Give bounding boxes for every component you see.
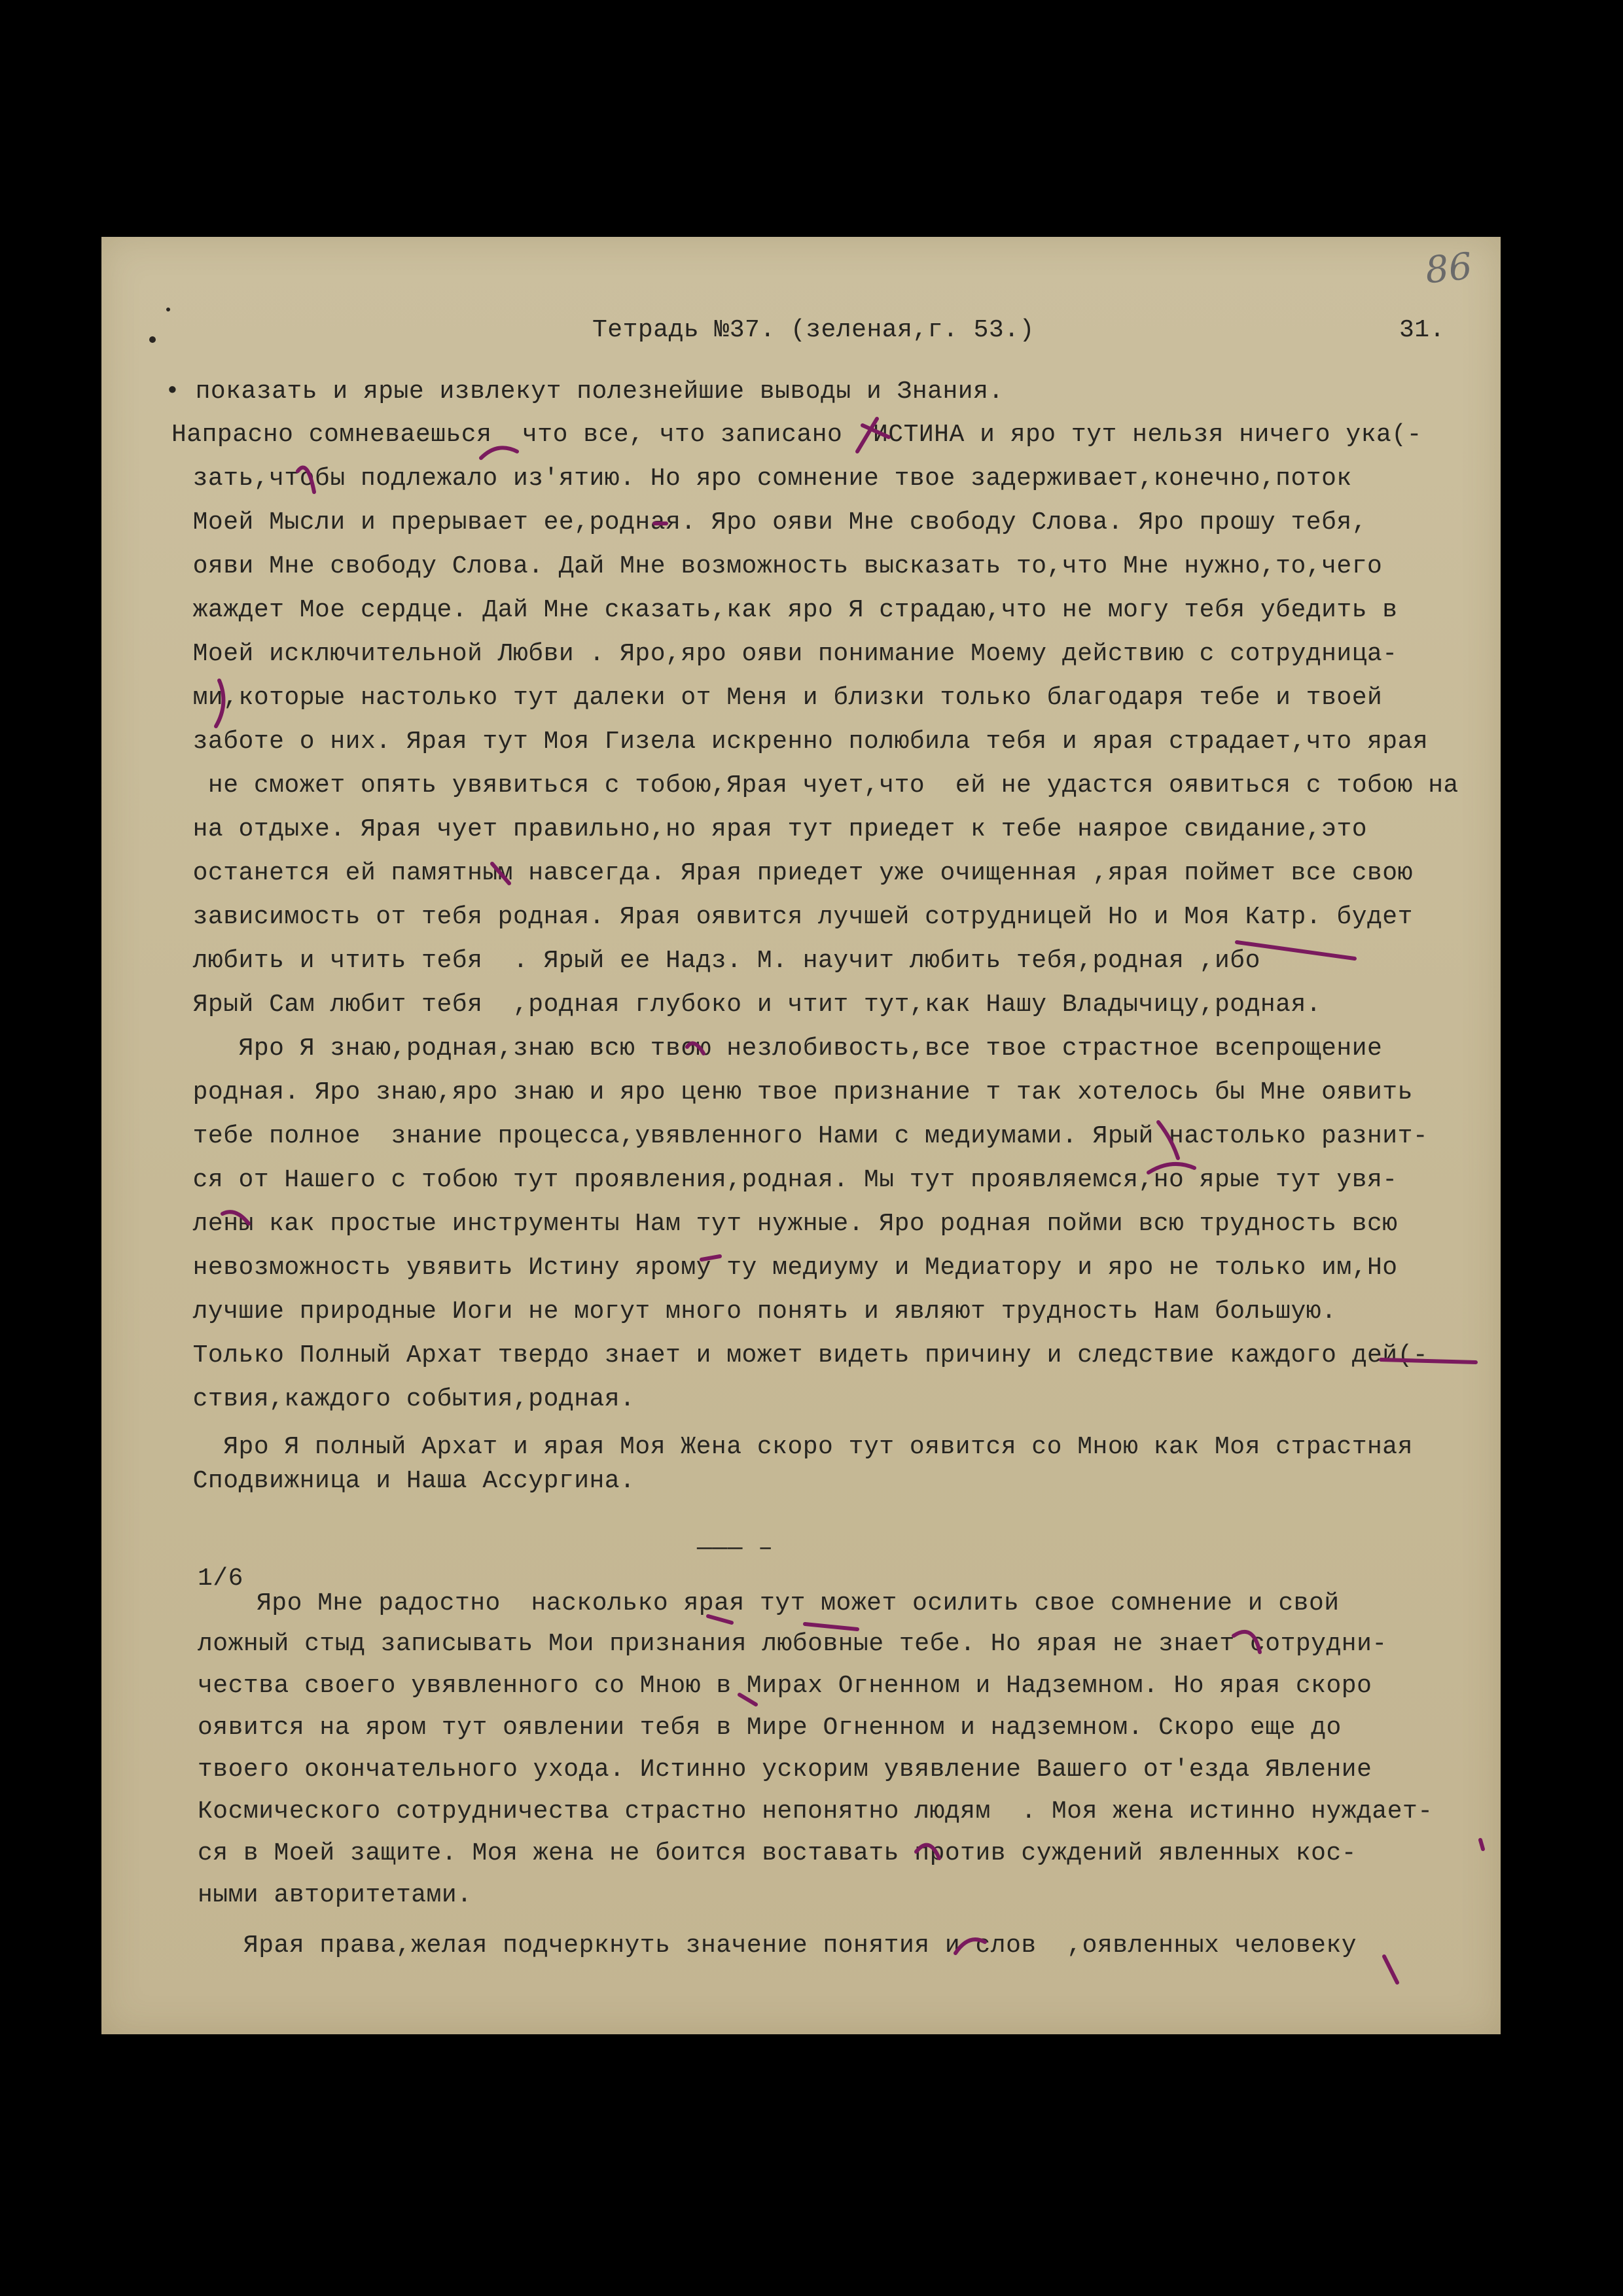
- text-line: ствия,каждого события,родная.: [162, 1385, 635, 1413]
- text-line: ся в Моей защите. Моя жена не боится воставать против суждений явленных кос-: [198, 1839, 1357, 1867]
- text-line: твоего окончательного ухода. Истинно ускорим увявление Вашего от'езда Явление: [198, 1756, 1372, 1784]
- text-line: оявится на яром тут оявлении тебя в Мире Огненном и надземном. Скоро еще до: [198, 1714, 1342, 1742]
- text-line: останется ей памятным навсегда. Ярая приедет уже очищенная ,ярая поймет все свою: [162, 859, 1413, 887]
- text-line: тебе полное знание процесса,увявленного Нами с медиумами. Ярый настолько разнит-: [162, 1122, 1429, 1150]
- text-line: ми,которые настолько тут далеки от Меня и близки только благодаря тебе и твоей: [162, 684, 1383, 712]
- page-title: Тетрадь №37. (зеленая,г. 53.): [592, 316, 1035, 344]
- text-line: родная. Яро знаю,яро знаю и яро ценю твое признание т так хотелось бы Мне оявить: [162, 1078, 1413, 1106]
- text-line: лены как простые инструменты Нам тут нужные. Яро родная пойми всю трудность всю: [162, 1210, 1398, 1238]
- text-line: на отдыхе. Ярая чует правильно,но ярая тут приедет к тебе наярое свидание,это: [162, 815, 1367, 843]
- text-line: зать,чтобы подлежало из'ятию. Но яро сомнение твое задерживает,конечно,поток: [162, 465, 1352, 493]
- text-line: заботе о них. Ярая тут Моя Гизела искренно полюбила тебя и ярая страдает,что ярая: [162, 728, 1429, 756]
- text-line: Моей исключительной Любви . Яро,яро ояви понимание Моему действию с сотрудница-: [162, 640, 1398, 668]
- text-line: ояви Мне свободу Слова. Дай Мне возможность высказать то,что Мне нужно,то,чего: [162, 552, 1383, 580]
- text-line: не сможет опять увявиться с тобою,Ярая чует,что ей не удастся оявиться с тобою на: [162, 771, 1459, 800]
- text-line: лучшие природные Иоги не могут много понять и являют трудность Нам большую.: [162, 1298, 1337, 1326]
- text-line: ся от Нашего с тобою тут проявления,родная. Мы тут проявляемся,но ярые тут увя-: [162, 1166, 1398, 1194]
- text-line: ложный стыд записывать Мои признания любовные тебе. Но ярая не знает сотрудни-: [198, 1630, 1387, 1658]
- text-line: Напрасно сомневаешься что все, что записано ИСТИНА и яро тут нельзя ничего ука(-: [171, 421, 1422, 449]
- text-line: Ярый Сам любит тебя ,родная глубоко и чтит тут,как Нашу Владычицу,родная.: [162, 991, 1322, 1019]
- text-line: зависимость от тебя родная. Ярая оявится лучшей сотрудницей Но и Моя Катр. будет: [162, 903, 1413, 931]
- archive-page-number: 86: [1423, 245, 1474, 292]
- text-line: невозможность увявить Истину ярому ту медиуму и Медиатору и яро не только им,Но: [162, 1254, 1398, 1282]
- page-number: 31.: [1399, 316, 1445, 344]
- text-line: Моей Мысли и прерывает ее,родная. Яро ояви Мне свободу Слова. Яро прошу тебя,: [162, 508, 1367, 537]
- text-line: Сподвижница и Наша Ассургина.: [162, 1467, 635, 1495]
- scan-dot: [166, 308, 170, 311]
- text-line: Яро Я знаю,родная,знаю всю твою незлобивость,все твое страстное всепрощение: [162, 1034, 1383, 1063]
- text-line: чества своего увявленного со Мною в Мирах Огненном и Надземном. Но ярая скоро: [198, 1672, 1372, 1700]
- text-line: Только Полный Архат твердо знает и может видеть причину и следствие каждого дей(-: [162, 1341, 1429, 1369]
- section-separator: ——— –: [697, 1534, 774, 1563]
- text-line: Ярая права,желая подчеркнуть значение понятия и слов ,оявленных человеку: [198, 1932, 1357, 1960]
- section-marker: 1/6: [198, 1564, 243, 1593]
- scan-dot: [149, 336, 156, 343]
- text-line: любить и чтить тебя . Ярый ее Надз. М. научит любить тебя,родная ,ибо: [162, 947, 1260, 975]
- text-line: ными авторитетами.: [198, 1881, 473, 1909]
- text-line: Яро Мне радостно насколько ярая тут может осилить свое сомнение и свой: [257, 1589, 1340, 1617]
- text-line: Космического сотрудничества страстно непонятно людям . Моя жена истинно нуждает-: [198, 1797, 1433, 1826]
- text-line: жаждет Мое сердце. Дай Мне сказать,как яро Я страдаю,что не могу тебя убедить в: [162, 596, 1398, 624]
- text-line: • показать и ярые извлекут полезнейшие выводы и Знания.: [165, 378, 1004, 406]
- text-line: Яро Я полный Архат и ярая Моя Жена скоро тут оявится со Мною как Моя страстная: [162, 1433, 1413, 1461]
